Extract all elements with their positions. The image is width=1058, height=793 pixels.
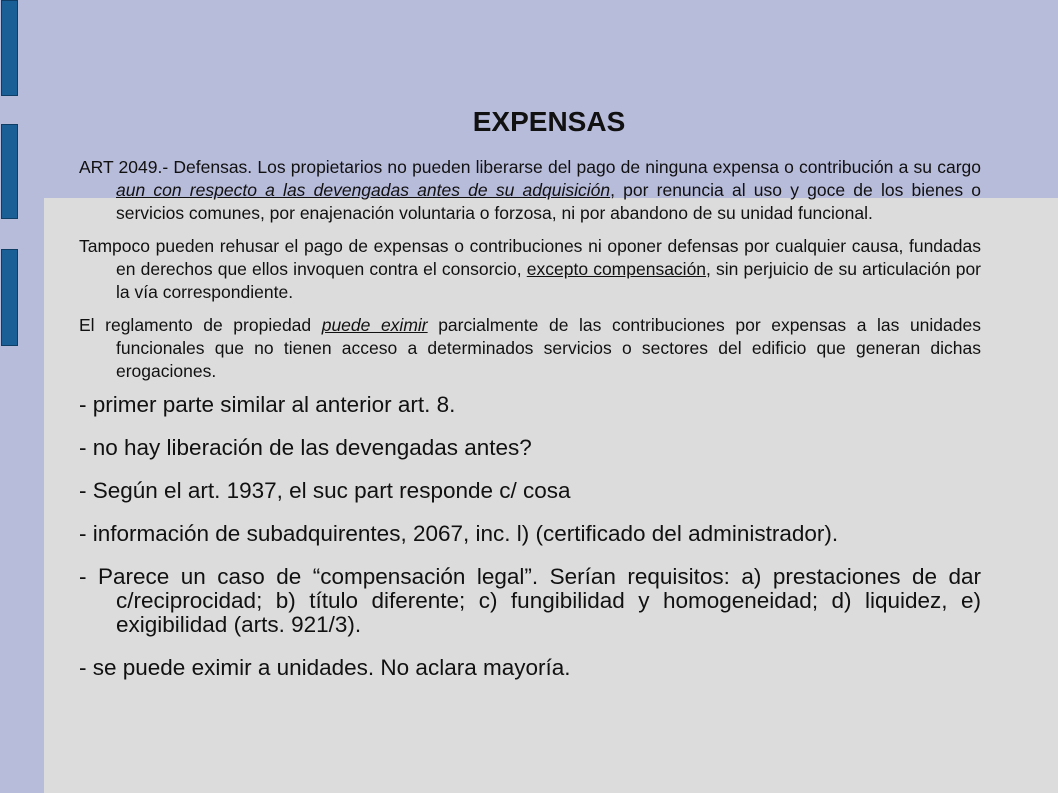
decorative-bar-1: [1, 0, 18, 96]
bullet-item: - se puede eximir a unidades. No aclara mayoría.: [79, 655, 571, 680]
paragraph-text: ART 2049.- Defensas. Los propietarios no pueden liberarse del pago de ninguna expensa o contribución a su cargo: [79, 157, 981, 177]
bullet-item: - Según el art. 1937, el suc part responde c/ cosa: [79, 478, 571, 503]
decorative-bar-3: [1, 249, 18, 346]
paragraph-tampoco: [79, 235, 981, 304]
paragraph-text: parcialmente de las contribuciones por expensas a las unidades funcionales que no tienen acceso a determinados servicios o sectores del edificio que generan dichas erogaciones.: [116, 315, 981, 381]
bullet-item: - Parece un caso de “compensación legal”. Serían requisitos: a) prestaciones de dar c/reciprocidad; b) título diferente; c) fungibilidad y homogeneidad; d) liquidez, e) exigibilidad (arts. 921/3).: [79, 564, 981, 637]
slide-content: [79, 156, 981, 699]
underlined-phrase: puede eximir: [321, 315, 428, 335]
slide-title: EXPENSAS: [472, 106, 626, 137]
paragraph-text: Tampoco pueden rehusar el pago de expensas o contribuciones ni oponer defensas por cualquier causa, fundadas en derechos que ellos invoquen contra el consorcio,: [79, 236, 981, 279]
paragraph-reglamento: [79, 314, 981, 383]
bullet-item: - primer parte similar al anterior art. 8.: [79, 392, 456, 417]
underlined-phrase: aun con respecto a las devengadas antes de su adquisición: [116, 180, 611, 200]
paragraph-text: , sin perjuicio de su articulación por la vía correspondiente.: [116, 259, 982, 302]
paragraph-text: , por renuncia al uso y goce de los bienes o servicios comunes, por enajenación voluntaria o forzosa, ni por abandono de su unidad funcional.: [116, 180, 982, 223]
bullet-item: - no hay liberación de las devengadas antes?: [79, 435, 532, 460]
decorative-bar-2: [1, 124, 18, 219]
paragraph-text: El reglamento de propiedad: [79, 315, 322, 335]
paragraph-art-2049: [79, 156, 981, 225]
bullet-item: - información de subadquirentes, 2067, inc. l) (certificado del administrador).: [79, 521, 839, 546]
underlined-phrase: excepto compensación: [526, 259, 707, 279]
